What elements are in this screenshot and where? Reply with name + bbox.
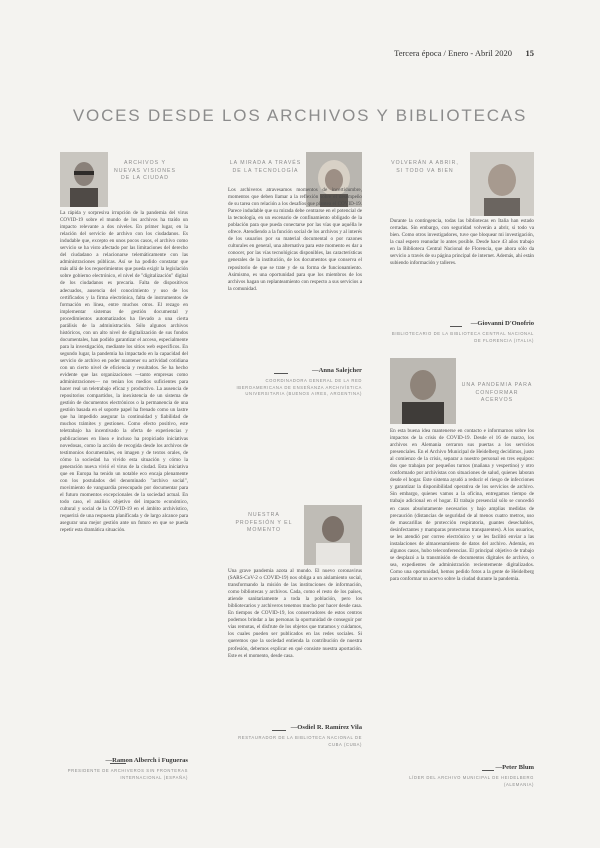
article-text-alberch: La rápida y sorpresiva irrupción de la pandemia del virus COVID-19 sobre el mundo de los archivos ha traído un impacto relevante a dos niveles. En primer lugar, en la relación del servicio de archivo con los ciudadanos. Es indudable que, excepto en unos pocos casos, el archivo como servicio se ha visto afectado por las limitaciones del derecho del ciudadano a relacionarse telemáticamente con las administraciones públicas. Así se ha podido constatar que más allá de los requerimientos que pueda exigir la legislación sobre gobierno electrónico, el nivel de "digitalización" digital de los ciudadanos es precaria. Falta de dispositivos adecuados, ausencia del conocimiento y uso de los certificados y la firma electrónica, falta de instrumentos de formación en línea, entre muchos otros. El rezago en implementar sistemas de gestión documental y procedimientos automatizados ha llevado a una cierta parálisis de la administración. Sólo algunos archivos históricos, con un alto nivel de digitalización de sus fondos documentales, han podido garantizar el acceso, especialmente para la investigación, mediante los sitios web específicos. En segundo lugar, la pandemia ha impactado en la capacidad del servicio de archivo en poder mantener su actividad cotidiana con un cierto nivel de eficiencia y resultados. Se ha hecho evidente que las organizaciones —tanto empresas como administraciones— no tenían los medios suficientes para hacer real un teletrabajo eficaz y productivo. La ausencia de repositorios compartidos, la inexistencia de un sistema de gestión de documentos electrónicos o la permanencia de una gestión basada en el soporte papel ha frenado como un lastre que ha impedido asegurar la continuidad y fiabilidad de muchos trámites y gestiones. Como efecto positivo, este teletrabajo ha incentivado la oferta de experiencias y publicaciones en línea e incluso ha propiciado iniciativas novedosas, como la acción de recogida desde los archivos de testimonios documentales, en imagen y de textos orales, de cómo la sociedad ha vivido esta situación y cómo la generación nueva vivió el virus de la ciudad. Esta iniciativa que en Europa ha tenido un notable eco encaja plenamente con los postulados del denominado "archivo social", movimiento de vanguardia preocupado por documentar para el futuro momentos excepcionales de la sociedad actual. En todo caso, el análisis objetivo del impacto económico, cultural y social de la COVID-19 en el ámbito archivístico, requerirá de una respuesta planificada y de largo alcance para asegurar una mejor gestión ante un futuro en que se pueda repetir esta dramática situación.	[60, 210, 188, 534]
affiliation-ramirez: RESTAURADOR DE LA BIBLIOTECA NACIONAL DE CUBA (CUBA)	[238, 735, 362, 747]
kicker-ramirez: NUESTRA PROFESIÓN Y EL MOMENTO	[235, 512, 293, 533]
article-text-onofrio: Durante la contingencia, todas las bibliotecas en Italia han estado cerradas. Sin embargo, con seguridad volverán a abrir, si todo va bien. Como otros investigadores, tuve que bloquear mi investigación, la cual espero reanudar lo antes posible. Desde hace 43 años trabajo en la Biblioteca Central Nacional de Florencia, que ahora sólo da servicio a través de su página principal de internet. Además, ahí están subiendo información y talleres.	[390, 218, 534, 267]
issue-label: Tercera época / Enero - Abril 2020	[394, 48, 512, 58]
kicker-alberch: ARCHIVOS Y NUEVAS VISIONES DE LA CIUDAD	[114, 160, 176, 181]
article-text-blum: En esta buena idea mantenerse en contacto e informarnos sobre los impactos de la crisis de COVID-19. Desde el 16 de marzo, los archivos en Alemania cerraron sus puertas a los servicios presenciales. En el Archivo Municipal de Heidelberg decidimos, justo al comienzo de la crisis, separar a nuestro personal en tres equipos: dos que trabajan por pequeños turnos (mañana y vespertino) y otro conformado por archivistas con situaciones de salud, quienes laboran desde el hogar. Este sistema ayudó a reducir el riesgo de infecciones y garantizar la disponibilidad operativa de los servicios de archivo. Sin embargo, quienes vamos a la oficina, entregamos tiempo de trabajo adicional en el hogar. El trabajo presencial sólo se concedió en casos absolutamente necesarios y bajo amplias medidas de precaución (distancias de seguridad de al menos cuatro metros, uso de mascarillas de protección respiratoria, guantes desechables, desinfectantes y mamparas protectoras transparentes). A los usuarios, se les atendió por correo electrónico y se les facilitó enviar a las instalaciones de almacenamiento de datos del archivo. Además, en algunos casos, hubo teleconferencias. El principal objetivo de trabajo se desplazó a la transmisión de documentos digitales de archivo, o sea, expedientes de administración recientemente digitalizados. Como una oportunidad, hemos pedido fotos a la gente de Heidelberg para conformar un acervo sobre la ciudad durante la pandemia.	[390, 428, 534, 582]
portrait-photo-ramirez	[304, 505, 362, 565]
kicker-blum: UNA PANDEMIA PARA CONFORMAR ACERVOS	[461, 382, 533, 403]
author-salejcher: —Anna Salejcher	[311, 367, 362, 374]
author-blum: —Peter Blum	[495, 764, 534, 771]
author-ramirez: —Osdiel R. Ramírez Vila	[290, 724, 362, 731]
affiliation-salejcher: COORDINADORA GENERAL DE LA RED IBEROAMERICANA DE ENSEÑANZA ARCHIVÍSTICA UNIVERSITARIA (BUENOS AIRES, ARGENTINA)	[236, 378, 362, 396]
article-text-salejcher: Los archiveros atravesamos momentos de incertidumbre, momentos que deben llamar a la reflexión sobre el desempeño de su tarea con relación a los desafíos que plantea el COVID-19. Parece indudable que su mirada debe centrarse en el potencial de la tecnología, en un escenario de confinamiento obligado de la población para que pueda conectarse por las vías que aquélla le ofrece. Atendiendo a la función social de los archivos y al interés de los usuarios por su material documental o por razones culturales en general, una alternativa para este momento es dar a conocer, por las vías tecnológicas disponibles, las características generales de la institución, de los documentos que conserva el repositorio de que se trate y de su forma de funcionamiento. Asimismo, es una oportunidad para que los miembros de los archivos hagan un replanteamiento con respecto a sus servicios a la comunidad.	[228, 187, 362, 292]
kicker-salejcher: LA MIRADA A TRAVÉS DE LA TECNOLOGÍA	[229, 160, 302, 174]
affiliation-onofrio: BIBLIOTECARIO DE LA BIBLIOTECA CENTRAL NACIONAL DE FLORENCIA (ITALIA)	[391, 331, 534, 343]
article-text-ramirez: Una grave pandemia azota al mundo. El nuevo coronavirus (SARS-CoV-2 o COVID-19) nos obliga a un aislamiento social, transformando la misión de las instituciones de información, como bibliotecas y archivos. Cada, como el resto de los países, atiende sanitariamente a toda la población, pero los bibliotecarios y archiveros tenemos mucho por hacer desde casa. En tiempos de COVID-19, los conservadores de estos centros podemos brindar a las personas la oportunidad de conseguir por vías remotas, el disfrute de los objetos que tratamos y cuidamos, los cuales pueden ser publicados en las redes sociales. Si queremos que la sociedad entienda la contribución de nuestra profesión, debemos explicar en qué consiste nuestra aportación. Este es el momento, desde casa.	[228, 568, 362, 659]
portrait-photo-alberch	[60, 152, 108, 207]
portrait-photo-onofrio	[470, 152, 534, 216]
author-alberch: —Ramon Alberch i Fugueras	[105, 757, 188, 764]
portrait-photo-blum	[390, 358, 456, 424]
author-onofrio: —Giovanni D'Onofrio	[470, 320, 534, 327]
section-title: VOCES DESDE LOS ARCHIVOS Y BIBLIOTECAS	[72, 106, 528, 125]
affiliation-blum: LÍDER DEL ARCHIVO MUNICIPAL DE HEIDELBERG (ALEMANIA)	[409, 775, 534, 787]
page-header	[0, 48, 600, 62]
affiliation-alberch: PRESIDENTE DE ARCHIVEROS SIN FRONTERAS INTERNACIONAL (ESPAÑA)	[67, 768, 188, 780]
kicker-onofrio: VOLVERÁN A ABRIR, SI TODO VA BIEN	[391, 160, 459, 174]
page-number: 15	[525, 48, 534, 58]
